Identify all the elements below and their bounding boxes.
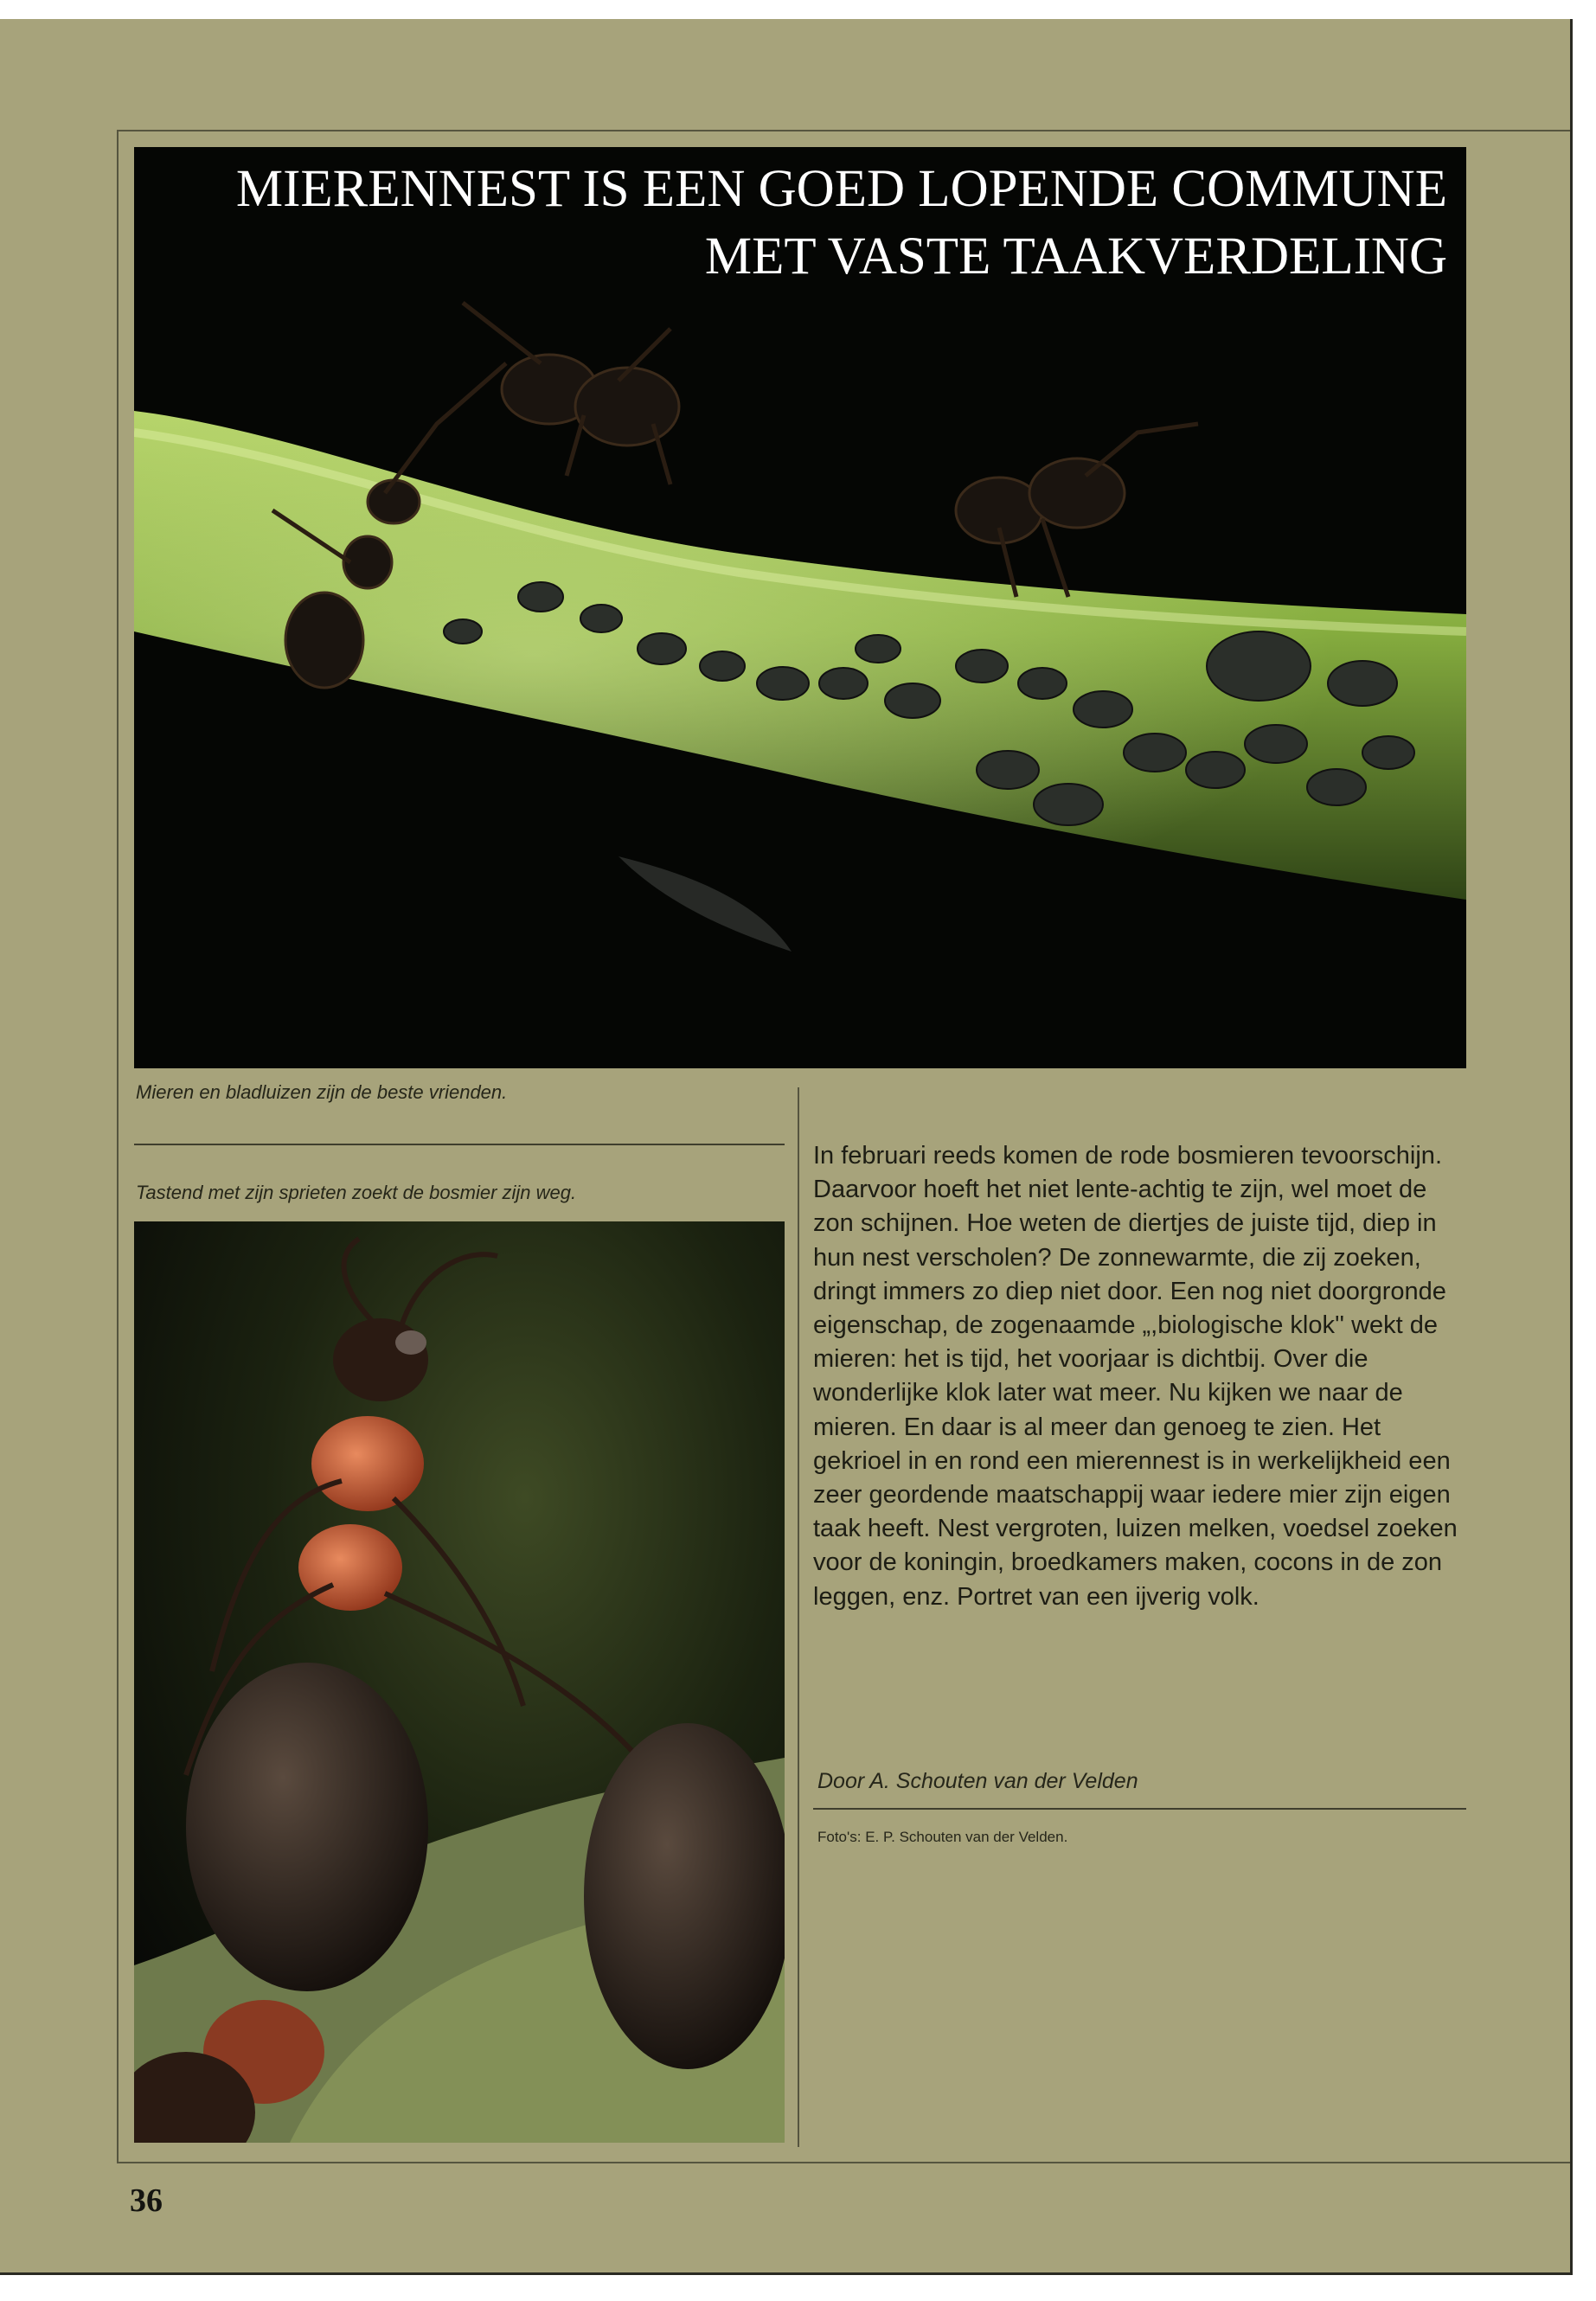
photo-credit: Foto's: E. P. Schouten van der Velden.	[817, 1829, 1068, 1845]
frame-bottom-line	[117, 2162, 1570, 2163]
photo-wood-ant-illustration	[134, 1221, 785, 2143]
article-title	[236, 156, 1447, 291]
caption-bottom-photo: Tastend met zijn sprieten zoekt de bosmier zijn weg.	[136, 1182, 577, 1203]
title-line-2: MET VASTE TAAKVERDELING	[704, 228, 1447, 285]
photo-wood-ant	[134, 1221, 785, 2143]
caption-top-photo: Mieren en bladluizen zijn de beste vrienden.	[136, 1081, 508, 1103]
author-byline: Door A. Schouten van der Velden	[817, 1769, 1138, 1793]
frame-top-line	[117, 130, 1570, 131]
frame-left-line	[117, 130, 119, 2163]
title-line-1: MIERENNEST IS EEN GOED LOPENDE COMMUNE	[235, 160, 1447, 218]
column-divider	[798, 1087, 799, 2147]
photo-ants-and-aphids	[134, 147, 1466, 1068]
magazine-page	[0, 19, 1573, 2275]
article-body: In februari reeds komen de rode bosmieren tevoorschijn. Daarvoor hoeft het niet lente-achtig te zijn, wel moet de zon schijnen. Hoe weten de diertjes de juiste tijd, diep in hun nest verscholen? De zonnewarmte, die zij zoeken, dringt immers zo diep niet door. Een nog niet doorgronde eigenschap, de zogenaamde „,biologische klok'' wekt de mieren: het is tijd, het voorjaar is dichtbij. Over die wonderlijke klok later wat meer. Nu kijken we naar de mieren. En daar is al meer dan genoeg te zien. Het gekrioel in en rond een mierennest is in werkelijkheid een zeer geordende maatschappij waar iedere mier zijn eigen taak heeft. Nest vergroten, luizen melken, voedsel zoeken voor de koningin, broedkamers maken, cocons in de zon leggen, enz. Portret van een ijverig volk.	[813, 1142, 1458, 1611]
caption-separator-line	[134, 1144, 785, 1145]
byline-separator-line	[813, 1808, 1466, 1810]
page-number: 36	[130, 2182, 163, 2219]
